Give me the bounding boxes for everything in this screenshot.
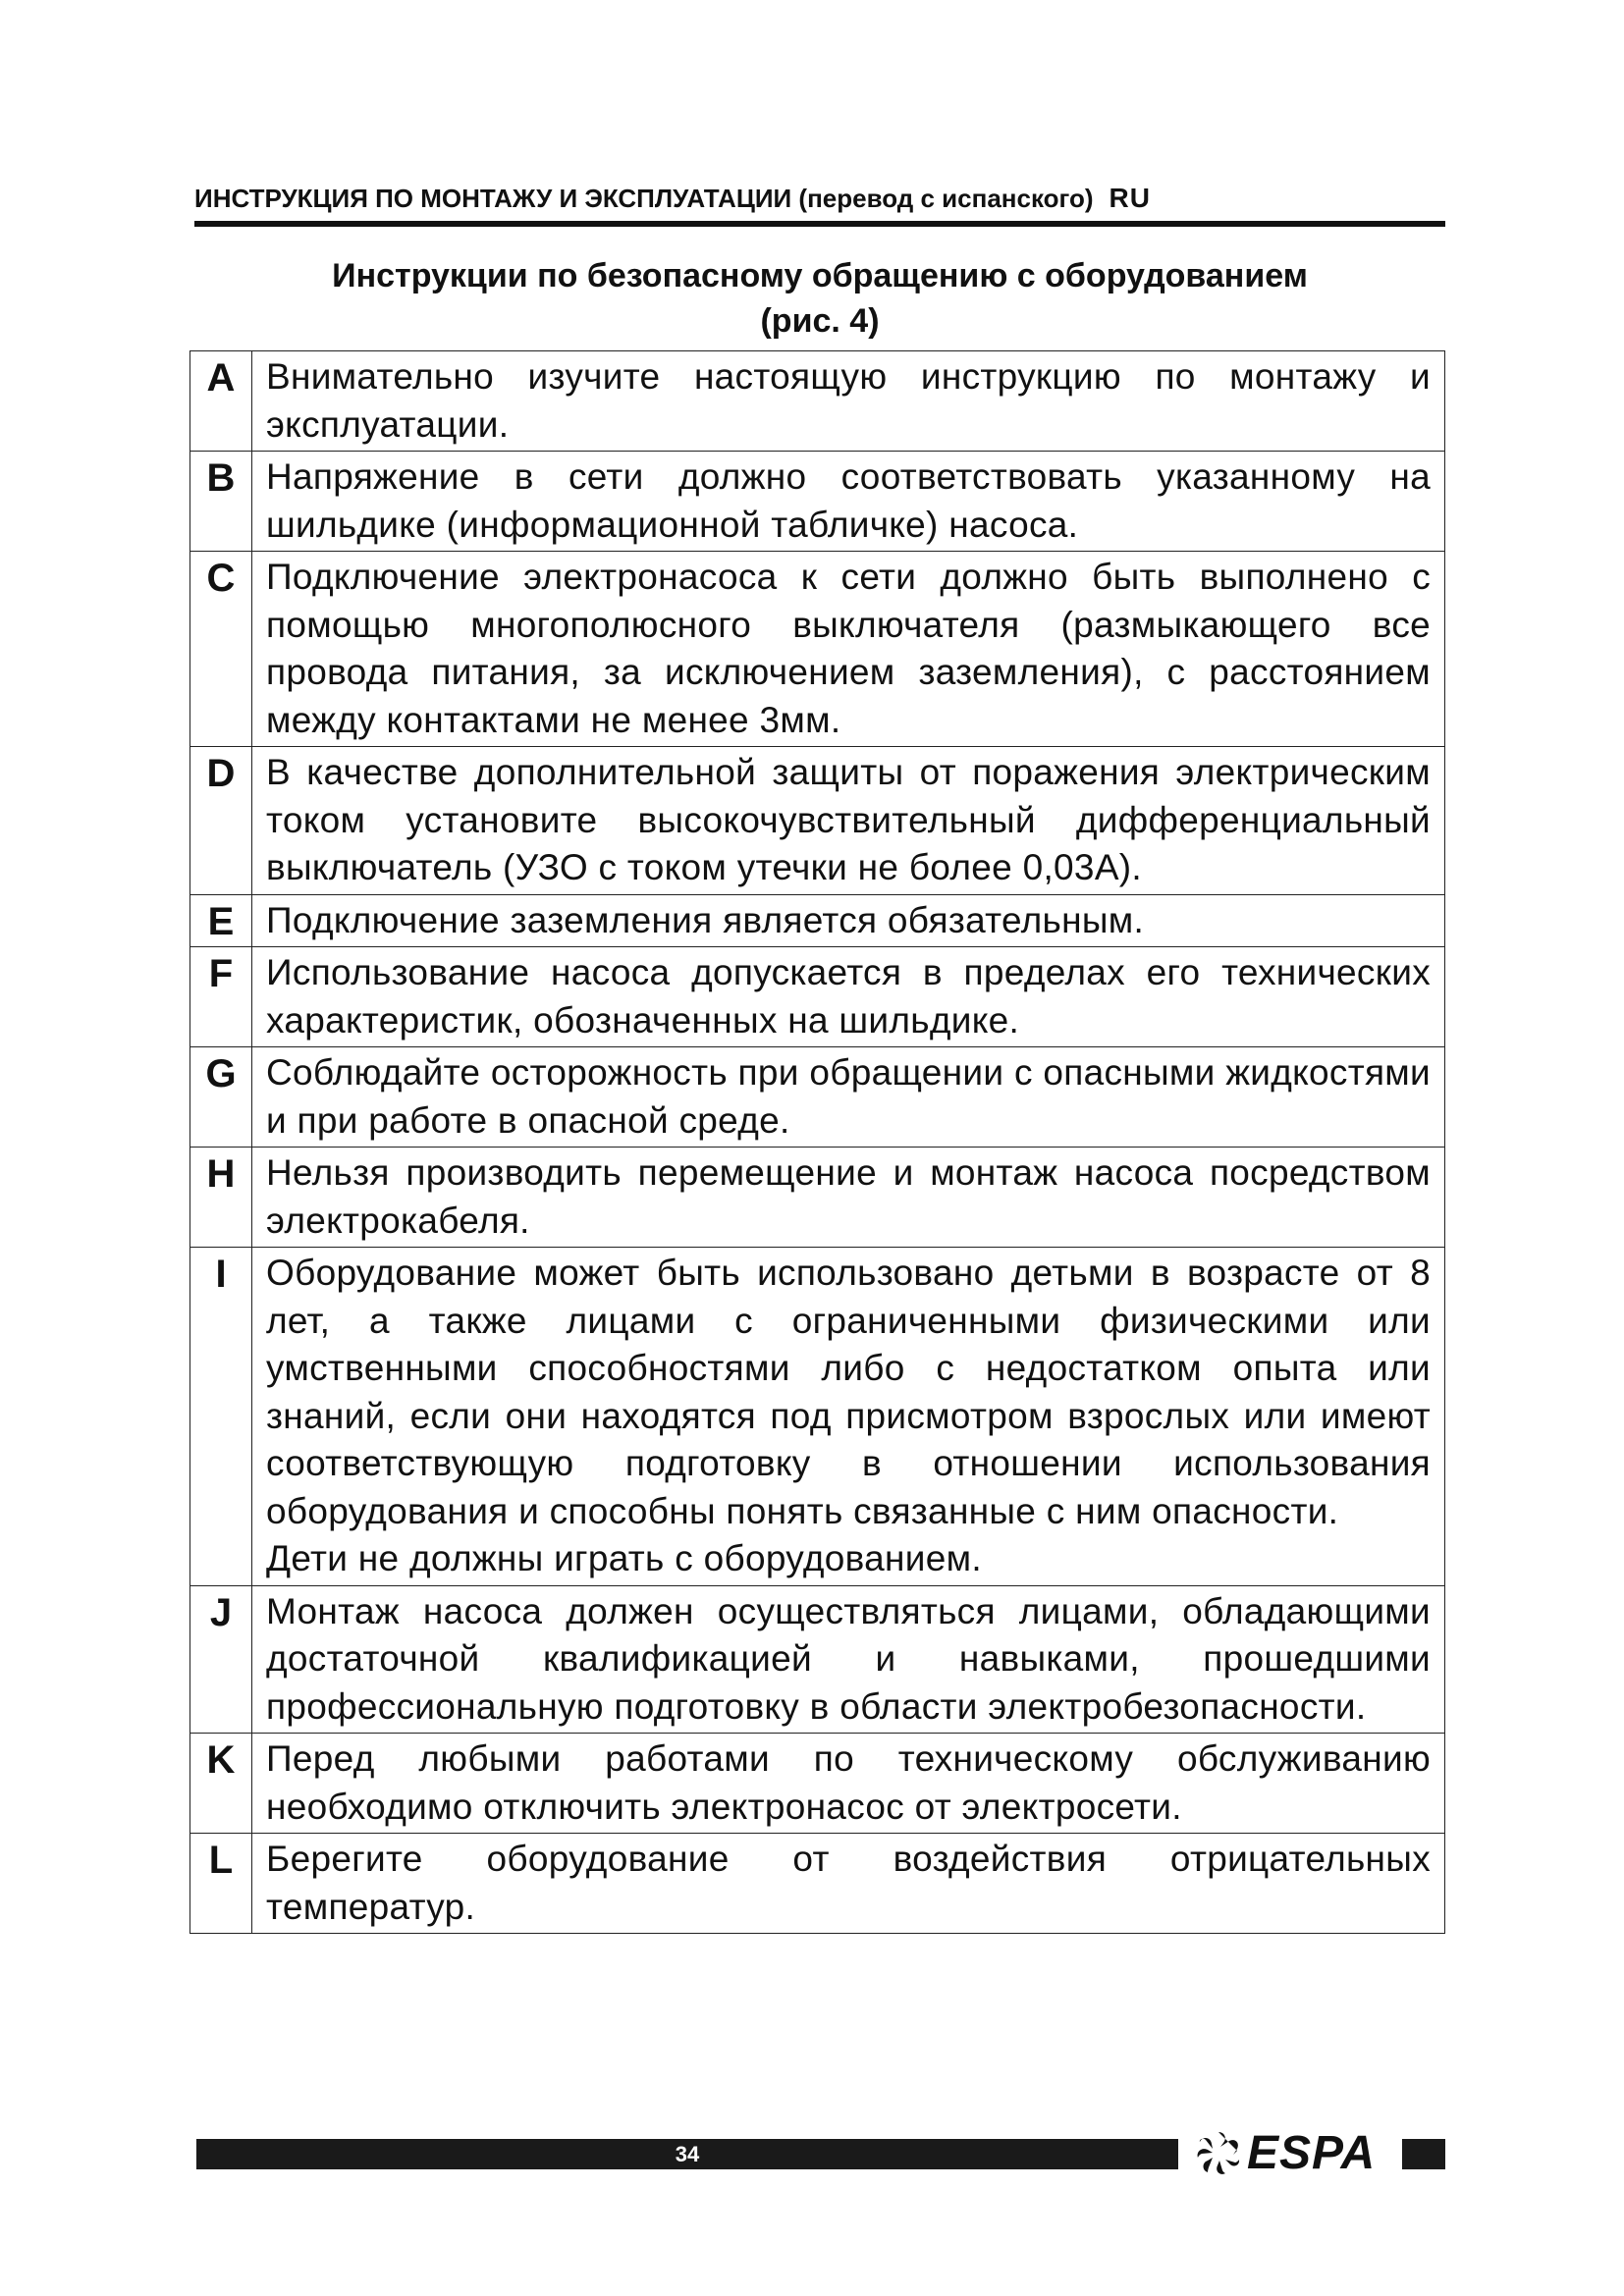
espa-logo bbox=[1194, 2126, 1376, 2179]
rule-letter: L bbox=[190, 1834, 252, 1934]
rule-text: Внимательно изучите настоящую инструкцию по монтажу и эксплуатации. bbox=[252, 351, 1445, 452]
rule-text: Нельзя производить перемещение и монтаж насоса посредством электрокабеля. bbox=[252, 1148, 1445, 1248]
rule-letter: D bbox=[190, 747, 252, 895]
rule-text: Подключение электронасоса к сети должно быть выполнено с помощью многополюсного выключателя (размыкающего все провода питания, за исключением заземления), с расстоянием между контактами не менее 3мм. bbox=[252, 552, 1445, 747]
table-row bbox=[190, 1734, 1445, 1834]
rule-text: Подключение заземления является обязательным. bbox=[252, 894, 1445, 947]
rule-text: В качестве дополнительной защиты от поражения электрическим током установите высокочувствительный дифференциальный выключатель (УЗО с током утечки не более 0,03А). bbox=[252, 747, 1445, 895]
language-code: RU bbox=[1109, 183, 1151, 213]
rule-letter: J bbox=[190, 1585, 252, 1734]
rule-letter: E bbox=[190, 894, 252, 947]
rule-letter: B bbox=[190, 452, 252, 552]
rule-text-note: Дети не должны играть с оборудованием. bbox=[266, 1538, 982, 1578]
rule-text: Использование насоса допускается в пределах его технических характеристик, обозначенных на шильдике. bbox=[252, 947, 1445, 1047]
safety-rules-table bbox=[189, 350, 1445, 1934]
rule-letter: I bbox=[190, 1248, 252, 1586]
table-row bbox=[190, 452, 1445, 552]
rule-text: Монтаж насоса должен осуществляться лицами, обладающими достаточной квалификацией и навыками, прошедшими профессиональную подготовку в области электробезопасности. bbox=[252, 1585, 1445, 1734]
footer-block bbox=[1402, 2139, 1445, 2169]
rule-text: Берегите оборудование от воздействия отрицательных температур. bbox=[252, 1834, 1445, 1934]
section-title-line2: (рис. 4) bbox=[760, 302, 880, 340]
rule-letter: F bbox=[190, 947, 252, 1047]
page-number: 34 bbox=[675, 2142, 700, 2166]
table-row bbox=[190, 1585, 1445, 1734]
rule-letter: K bbox=[190, 1734, 252, 1834]
footer-bar bbox=[196, 2139, 1178, 2169]
header-title: ИНСТРУКЦИЯ ПО МОНТАЖУ И ЭКСПЛУАТАЦИИ (перевод с испанского) bbox=[194, 184, 1094, 213]
rule-letter: H bbox=[190, 1148, 252, 1248]
table-row bbox=[190, 1248, 1445, 1586]
section-title bbox=[194, 253, 1445, 344]
table-row bbox=[190, 1047, 1445, 1148]
section-title-line1: Инструкции по безопасному обращению с оборудованием bbox=[332, 257, 1308, 294]
header-rule bbox=[194, 221, 1445, 227]
rule-letter: A bbox=[190, 351, 252, 452]
rule-text: Перед любыми работами по техническому обслуживанию необходимо отключить электронасос от электросети. bbox=[252, 1734, 1445, 1834]
table-row bbox=[190, 1834, 1445, 1934]
document-header bbox=[194, 183, 1445, 214]
table-row bbox=[190, 1148, 1445, 1248]
rule-text: Соблюдайте осторожность при обращении с опасными жидкостями и при работе в опасной среде. bbox=[252, 1047, 1445, 1148]
espa-logo-icon bbox=[1194, 2128, 1243, 2177]
rule-text-block bbox=[252, 1248, 1445, 1586]
table-row bbox=[190, 947, 1445, 1047]
table-row bbox=[190, 747, 1445, 895]
table-row bbox=[190, 351, 1445, 452]
table-row bbox=[190, 894, 1445, 947]
rule-letter: G bbox=[190, 1047, 252, 1148]
rule-text: Оборудование может быть использовано детьми в возрасте от 8 лет, а также лицами с ограниченными физическими или умственными способностями либо с недостатком опыта или знаний, если они находятся под присмотром взрослых или имеют соответствующую подготовку в отношении использования оборудования и способны понять связанные с ним опасности. bbox=[266, 1253, 1431, 1531]
rule-letter: C bbox=[190, 552, 252, 747]
logo-text: ESPA bbox=[1247, 2126, 1377, 2179]
table-row bbox=[190, 552, 1445, 747]
rule-text: Напряжение в сети должно соответствовать указанному на шильдике (информационной табличке) насоса. bbox=[252, 452, 1445, 552]
